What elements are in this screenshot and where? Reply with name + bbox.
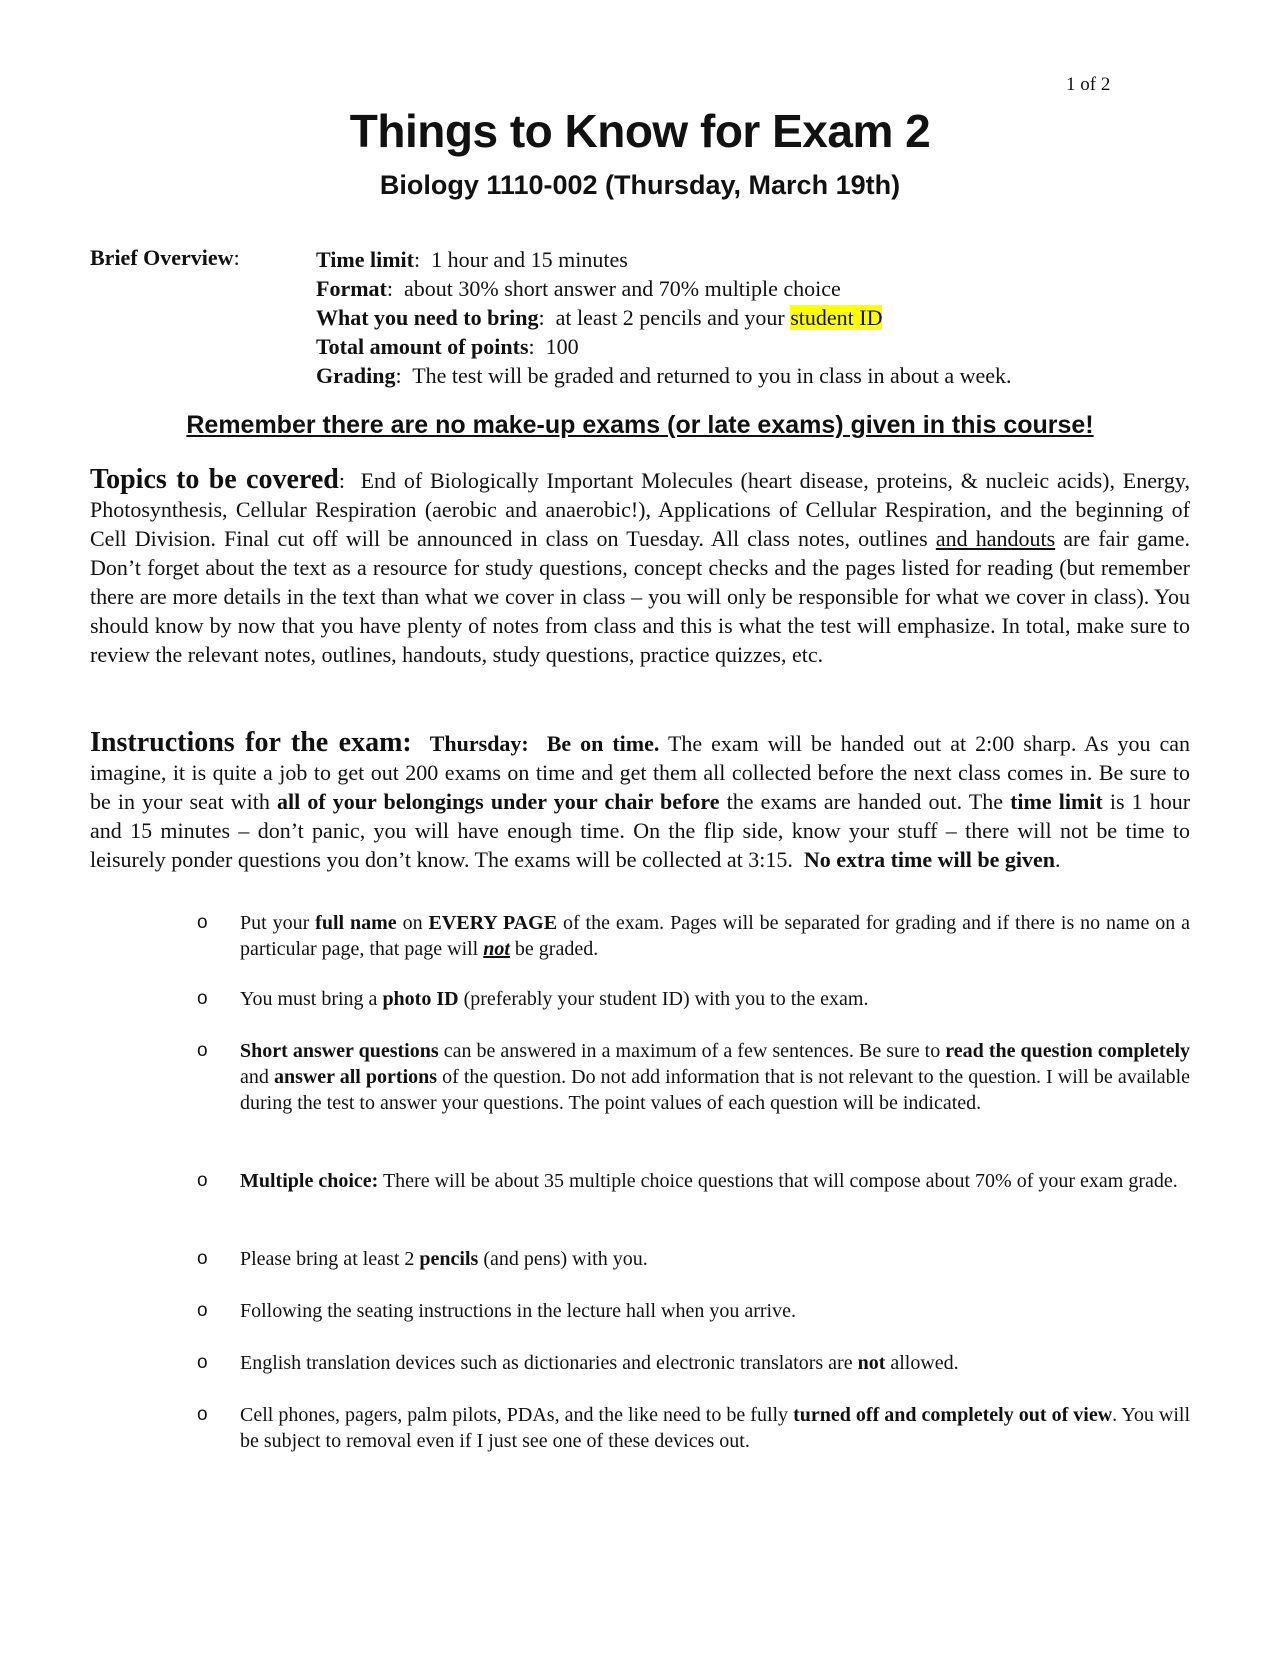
bullet-marker: o [197, 912, 208, 933]
overview-time-limit: Time limit: 1 hour and 15 minutes [316, 247, 628, 272]
list-item: o Cell phones, pagers, palm pilots, PDAs, and the like need to be fully turned off and completely out of view. You will be subject to removal even if I just see one of these devices out. [197, 1404, 1191, 1452]
list-item: o Multiple choice: There will be about 35 multiple choice questions that will compose about 70% of your exam grade. [197, 1170, 1178, 1192]
bullet-marker: o [197, 1170, 208, 1191]
bullet-marker: o [197, 988, 208, 1009]
overview-label: Brief Overview: [90, 245, 240, 270]
overview-list [316, 245, 1012, 390]
topics-paragraph: Topics to be covered: End of Biologically Important Molecules (heart disease, proteins, & nucleic acids), Energy, Photosynthesis, Cellular Respiration (aerobic and anaerobic!), Applications of Cellular Respiration, and the beginning of Cell Division. Final cut off will be announced in class on Tuesday. All class notes, outlines and handouts are fair game. Don’t forget about the text as a resource for study questions, concept checks and the pages listed for reading (but remember there are more details in the text than what we cover in class – you will only be responsible for what we cover in class). You should know by now that you have plenty of notes from class and this is what the test will emphasize. In total, make sure to review the relevant notes, outlines, handouts, study questions, practice quizzes, etc. [90, 464, 1191, 667]
instructions-paragraph: Instructions for the exam: Thursday: Be on time. The exam will be handed out at 2:00 sharp. As you can imagine, it is quite a job to get out 200 exams on time and get them all collected before the next class comes in. Be sure to be in your seat with all of your belongings under your chair before the exams are handed out. The time limit is 1 hour and 15 minutes – don’t panic, you will have enough time. On the flip side, know your stuff – there will not be time to leisurely ponder questions you don’t know. The exams will be collected at 3:15. No extra time will be given. [90, 727, 1191, 872]
bullet-marker: o [197, 1300, 208, 1321]
bullet-marker: o [197, 1404, 208, 1425]
overview-bring: What you need to bring: at least 2 pencils and your student ID [316, 305, 883, 330]
list-item: o Please bring at least 2 pencils (and pens) with you. [197, 1248, 648, 1270]
list-item: o Following the seating instructions in the lecture hall when you arrive. [197, 1300, 796, 1322]
instructions-heading: Instructions for the exam: [90, 727, 412, 758]
list-item: o Short answer questions can be answered in a maximum of a few sentences. Be sure to read the question completely and answer all portions of the question. Do not add information that is not relevant to the question. I will be available during the test to answer your questions. The point values of each question will be indicated. [197, 1040, 1191, 1114]
bullet-marker: o [197, 1040, 208, 1061]
page-number: 1 of 2 [1066, 74, 1111, 95]
bullet-marker: o [197, 1248, 208, 1269]
list-item: o English translation devices such as dictionaries and electronic translators are not allowed. [197, 1352, 959, 1374]
overview-points: Total amount of points: 100 [316, 334, 579, 359]
underlined-text: and handouts [935, 526, 1056, 551]
overview-format: Format: about 30% short answer and 70% multiple choice [316, 276, 841, 301]
page-subtitle: Biology 1110-002 (Thursday, March 19th) [379, 170, 901, 200]
topics-heading: Topics to be covered [90, 464, 339, 495]
highlighted-text: student ID [790, 305, 883, 330]
overview-grading: Grading: The test will be graded and returned to you in class in about a week. [316, 363, 1012, 388]
reminder-heading: Remember there are no make-up exams (or late exams) given in this course! [186, 411, 1094, 439]
list-item: o Put your full name on EVERY PAGE of the exam. Pages will be separated for grading and if there is no name on a particular page, that page will not be graded. [197, 912, 1191, 960]
list-item: o You must bring a photo ID (preferably your student ID) with you to the exam. [197, 988, 869, 1010]
page-title: Things to Know for Exam 2 [349, 105, 931, 157]
bullet-marker: o [197, 1352, 208, 1373]
